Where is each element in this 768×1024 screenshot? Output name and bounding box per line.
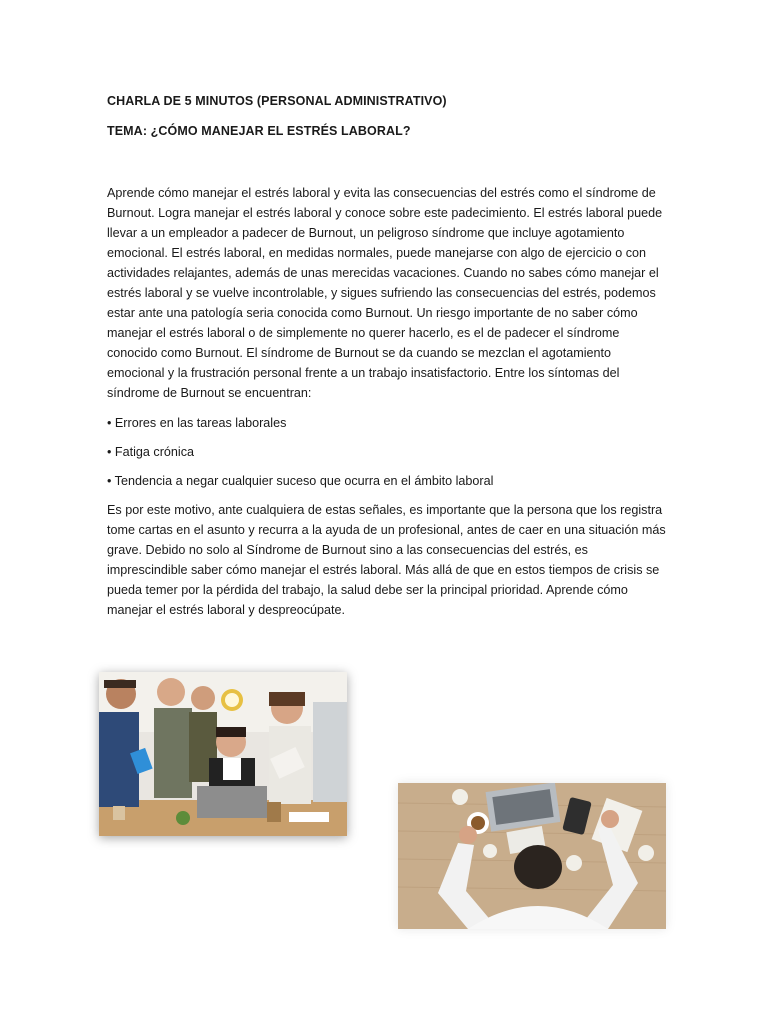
- document-topic: TEMA: ¿CÓMO MANEJAR EL ESTRÉS LABORAL?: [107, 124, 411, 138]
- paragraph-line: síndrome de Burnout se encuentran:: [107, 386, 312, 400]
- paragraph-line: emocional y la frustración personal frente a un trabajo insatisfactorio. Entre los síntomas del: [107, 366, 620, 380]
- paragraph-line: actividades relajantes, además de unas merecidas vacaciones. Cuando no sabes cómo manejar el: [107, 266, 659, 280]
- paragraph-line: Es por este motivo, ante cualquiera de estas señales, es importante que la persona que los registra: [107, 503, 663, 517]
- paragraph-line: conocido como Burnout. El síndrome de Burnout se da cuando se mezclan el agotamiento: [107, 346, 612, 360]
- paragraph-line: llevar a un empleador a padecer de Burnout, un peligroso síndrome que incluye agotamiento: [107, 226, 625, 240]
- paragraph-line: manejar el estrés laboral o de simplemente no querer hacerlo, es el de padecer el síndrome: [107, 326, 620, 340]
- paragraph-line: tome cartas en el asunto y recurra a la ayuda de un profesional, antes de caer en una situación más: [107, 523, 666, 537]
- document-title: CHARLA DE 5 MINUTOS (PERSONAL ADMINISTRATIVO): [107, 94, 447, 108]
- paragraph-line: grave. Debido no solo al Síndrome de Burnout sino a las consecuencias del estrés, es: [107, 543, 588, 557]
- bullet-item: • Fatiga crónica: [107, 445, 195, 459]
- intro-paragraph: [107, 183, 667, 403]
- paragraph-line: emocional. El estrés laboral, en medidas normales, puede manejarse con algo de ejercicio o con: [107, 246, 647, 260]
- paragraph-line: pueda temer por la pérdida del trabajo, la salud debe ser la principal prioridad. Aprende cómo: [107, 583, 628, 597]
- paragraph-line: manejar el estrés laboral y despreocúpate.: [107, 603, 346, 617]
- paragraph-line: Aprende cómo manejar el estrés laboral y evita las consecuencias del estrés como el síndrome de: [107, 186, 656, 200]
- bullet-item: • Tendencia a negar cualquier suceso que ocurra en el ámbito laboral: [107, 474, 494, 488]
- paragraph-line: imprescindible saber cómo manejar el estrés laboral. Más allá de que en estos tiempos de crisis se: [107, 563, 660, 577]
- bullet-item: • Errores en las tareas laborales: [107, 416, 287, 430]
- paragraph-line: Burnout. Logra manejar el estrés laboral y conoce sobre este padecimiento. El estrés laboral puede: [107, 206, 663, 220]
- paragraph-line: estar ante una patología seria conocida como Burnout. Un riesgo importante de no saber cómo: [107, 306, 638, 320]
- paragraph-line: estrés laboral y se vuelve incontrolable, y sigues sufriendo las consecuencias del estrés, podemos: [107, 286, 656, 300]
- stressed-office-team-photo: [99, 672, 347, 836]
- exhausted-worker-on-desk-photo: [398, 783, 666, 929]
- closing-paragraph: [107, 500, 667, 620]
